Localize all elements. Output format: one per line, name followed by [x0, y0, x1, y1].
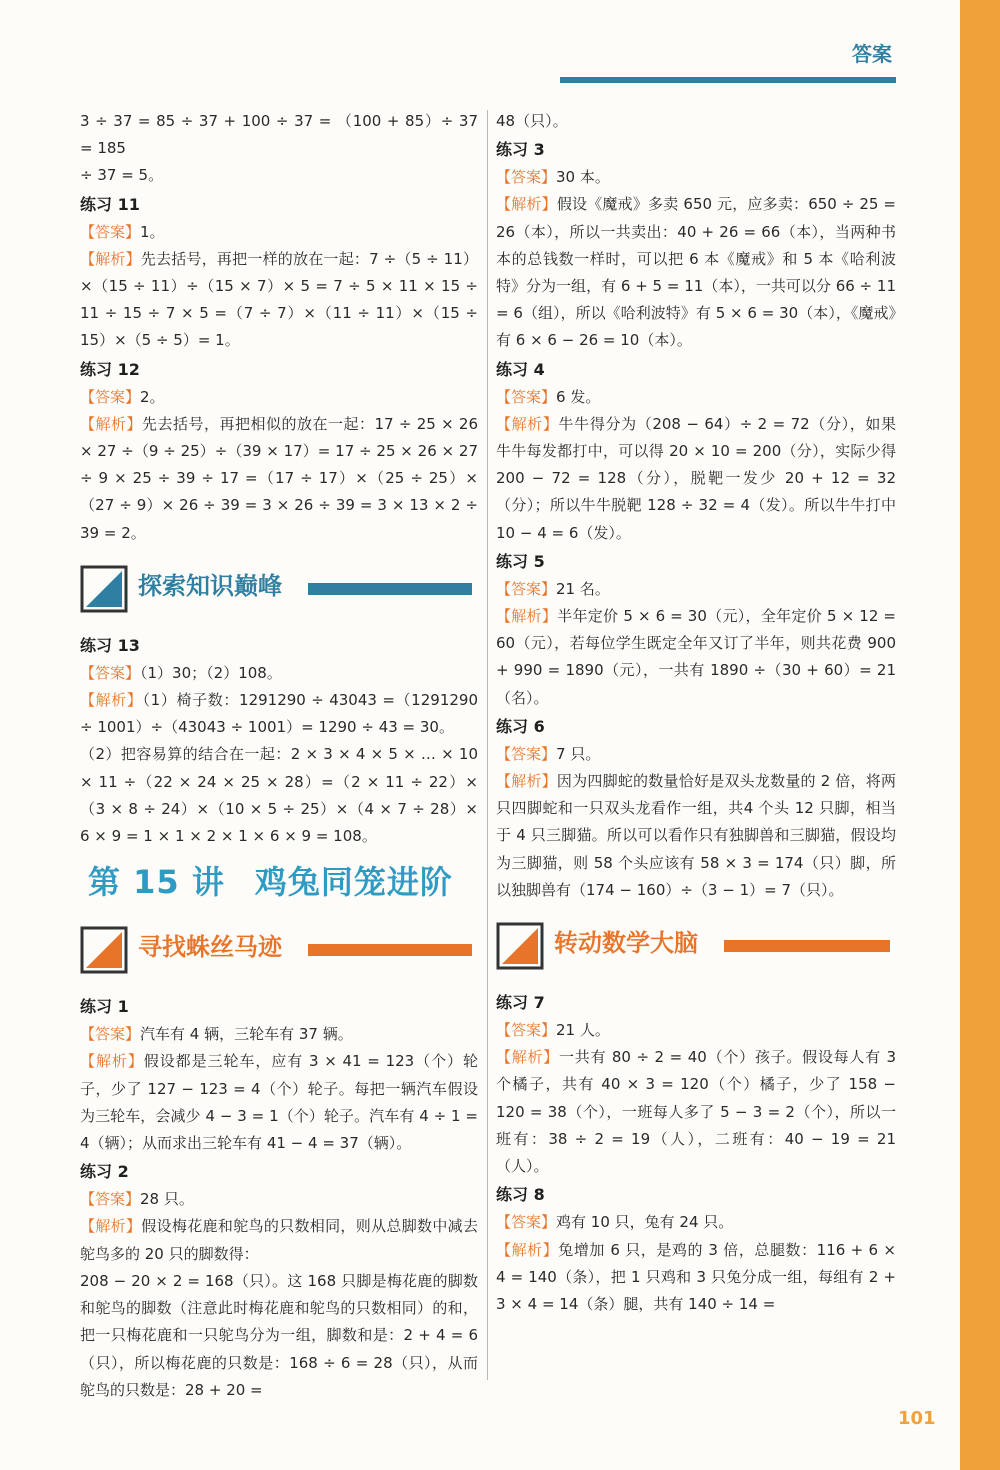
answer-line [496, 741, 896, 768]
analysis-text: 半年定价 5 × 6 = 30（元），全年定价 5 × 12 = 60（元），若每位学生既定全年又订了半年，则共花费 900 + 990 = 1890（元），一共有 1890 ÷（30 + 60）= 21（名）。 [496, 607, 896, 707]
answer-label: 【答案】 [496, 744, 557, 763]
answer-label: 【答案】 [80, 1025, 141, 1044]
exercise-title: 练习 11 [80, 194, 140, 214]
answer-line [496, 164, 896, 191]
right-column [496, 108, 896, 1318]
answer-label: 【答案】 [80, 1190, 141, 1209]
analysis-label: 【解析】 [496, 1240, 559, 1259]
side-color-strip [960, 0, 1000, 1470]
square-triangle-icon [80, 926, 128, 974]
answer-text: 汽车有 4 辆，三轮车有 37 辆。 [140, 1025, 353, 1044]
analysis-paragraph: （2）把容易算的结合在一起：2 × 3 × 4 × 5 × … × 10 × 11 ÷（22 × 24 × 25 × 28）=（2 × 11 ÷ 22）×（3 × 8 ÷ 24）×（10 × 5 ÷ 25）×（4 × 7 ÷ 28）× 6 × 9 = 1 × 1 × 2 × 1 × 6 × 9 = 108。 [80, 745, 478, 846]
chapter-heading [88, 856, 478, 908]
intro-line: 3 ÷ 37 = 85 ÷ 37 + 100 ÷ 37 = （100 + 85）÷ 37 = 185 [80, 112, 478, 158]
answer-text: 28 只。 [140, 1190, 194, 1209]
answer-line [496, 1209, 896, 1236]
answer-label: 【答案】 [80, 663, 141, 682]
answer-text: 鸡有 10 只，兔有 24 只。 [556, 1213, 734, 1232]
analysis-paragraph [80, 246, 478, 355]
intro-line: 48（只）。 [496, 112, 568, 130]
analysis-paragraph [80, 411, 478, 547]
analysis-text: 兔增加 6 只，是鸡的 3 倍，总腿数：116 + 6 × 4 = 140（条），把 1 只鸡和 3 只兔分成一组，每组有 2 + 3 × 4 = 14（条）腿，共有 140 ÷ 14 = [496, 1240, 896, 1313]
analysis-label: 【解析】 [496, 195, 557, 214]
exercise-title: 练习 1 [80, 997, 129, 1017]
banner-title: 探索知识巅峰 [138, 571, 282, 600]
column-divider [487, 110, 488, 1380]
analysis-text: （1）椅子数：1291290 ÷ 43043 =（1291290 ÷ 1001）÷（43043 ÷ 1001）= 1290 ÷ 43 = 30。 [80, 691, 478, 737]
analysis-paragraph [80, 1213, 478, 1267]
exercise-title: 练习 7 [496, 993, 545, 1013]
answer-text: 21 人。 [556, 1021, 610, 1040]
section-banner-brain [496, 910, 896, 980]
analysis-text: 假设都是三轮车，应有 3 × 41 = 123（个）轮子，少了 127 − 123 = 4（个）轮子。每把一辆汽车假设为三轮车，会减少 4 − 3 = 1（个）轮子。汽车有 4 ÷ 1 = 4（辆）；从而求出三轮车有 41 − 4 = 37（辆）。 [80, 1052, 478, 1153]
answer-line [80, 1021, 478, 1048]
answer-line [80, 660, 478, 687]
exercise-title: 练习 8 [496, 1185, 545, 1205]
analysis-label: 【解析】 [80, 1217, 142, 1236]
analysis-text: 因为四脚蛇的数量恰好是双头龙数量的 2 倍，将两只四脚蛇和一只双头龙看作一组，共4 个头 12 只脚，相当于 4 只三脚猫。所以可以看作只有独脚兽和三脚猫，假设均为三脚猫，则 58 个头应该有 58 × 3 = 174（只）脚，所以独脚兽有（174 − 160）÷（3 − 1）= 7（只）。 [496, 772, 896, 899]
banner-bar [308, 944, 472, 956]
banner-bar [724, 940, 890, 952]
exercise-title: 练习 12 [80, 359, 140, 379]
chapter-title: 鸡兔同笼进阶 [254, 863, 453, 902]
answer-label: 【答案】 [496, 1213, 557, 1232]
answer-text: 6 发。 [556, 387, 601, 406]
analysis-paragraph: 208 − 20 × 2 = 168（只）。这 168 只脚是梅花鹿的脚数和鸵鸟的脚数（注意此时梅花鹿和鸵鸟的只数相同）的和，把一只梅花鹿和一只鸵鸟分为一组，脚数和是：2 + 4 = 6（只），所以梅花鹿的只数是：168 ÷ 6 = 28（只），从而鸵鸟的只数是：28 + 20 = [80, 1271, 478, 1399]
analysis-text: 先去括号，再把相似的放在一起：17 ÷ 25 × 26 × 27 ÷（9 ÷ 25）÷（39 × 17）= 17 ÷ 25 × 26 × 27 ÷ 9 × 25 ÷ 39 ÷ 17 =（17 ÷ 17）×（25 ÷ 25）×（27 ÷ 9）× 26 ÷ 39 = 3 × 26 ÷ 39 = 3 × 13 × 2 ÷ 39 = 2。 [80, 414, 478, 542]
analysis-paragraph [496, 411, 896, 547]
analysis-label: 【解析】 [496, 772, 557, 791]
square-triangle-icon [496, 922, 544, 970]
exercise-title: 练习 4 [496, 359, 545, 379]
analysis-text: 假设梅花鹿和鸵鸟的只数相同，则从总脚数中减去鸵鸟多的 20 只的脚数得： [80, 1217, 478, 1263]
banner-title: 转动数学大脑 [554, 929, 698, 958]
answer-label: 【答案】 [496, 579, 557, 598]
exercise-title: 练习 2 [80, 1162, 129, 1182]
analysis-label: 【解析】 [80, 691, 143, 710]
exercise-title: 练习 3 [496, 140, 545, 160]
analysis-text: 先去括号，再把一样的放在一起：7 ÷（5 ÷ 11）×（15 ÷ 11）÷（15 × 7）× 5 = 7 ÷ 5 × 11 × 15 ÷ 11 ÷ 15 ÷ 7 × 5 =（7 ÷ 7）×（11 ÷ 11）×（15 ÷ 15）×（5 ÷ 5）= 1。 [80, 249, 478, 350]
answer-line [80, 384, 478, 411]
analysis-paragraph [496, 1237, 896, 1319]
analysis-label: 【解析】 [496, 1048, 560, 1067]
analysis-label: 【解析】 [496, 414, 559, 433]
answer-text: （1）30；（2）108。 [140, 663, 282, 682]
analysis-paragraph [80, 687, 478, 741]
answer-label: 【答案】 [496, 168, 557, 187]
analysis-paragraph [496, 1044, 896, 1180]
section-banner-clues [80, 914, 478, 984]
answer-line [496, 576, 896, 603]
analysis-label: 【解析】 [80, 414, 143, 433]
exercise-title: 练习 5 [496, 551, 545, 571]
answer-line [496, 384, 896, 411]
analysis-paragraph [496, 768, 896, 904]
banner-bar [308, 583, 472, 595]
analysis-label: 【解析】 [80, 1052, 144, 1071]
header-rule [560, 77, 896, 83]
page-number: 101 [898, 1408, 936, 1429]
answer-text: 21 名。 [556, 579, 610, 598]
answer-label: 【答案】 [80, 387, 141, 406]
section-banner-explore [80, 553, 478, 623]
analysis-text: 牛牛得分为（208 − 64）÷ 2 = 72（分），如果牛牛每发都打中，可以得 20 × 10 = 200（分），实际少得 200 − 72 = 128（分），脱靶一发少 20 + 12 = 32（分）；所以牛牛脱靶 128 ÷ 32 = 4（发）。所以牛牛打中 10 − 4 = 6（发）。 [496, 414, 896, 542]
exercise-title: 练习 13 [80, 635, 140, 655]
answer-text: 7 只。 [556, 744, 601, 763]
answer-line [80, 219, 478, 246]
intro-line: ÷ 37 = 5。 [80, 166, 164, 185]
answer-label: 【答案】 [80, 222, 141, 241]
exercise-title: 练习 6 [496, 716, 545, 736]
analysis-paragraph [496, 603, 896, 712]
analysis-paragraph [80, 1048, 478, 1157]
header-title: 答案 [852, 42, 892, 66]
answer-line [80, 1186, 478, 1213]
answer-text: 1。 [140, 222, 165, 241]
left-column [80, 108, 478, 1404]
analysis-label: 【解析】 [496, 607, 558, 626]
analysis-label: 【解析】 [80, 249, 141, 268]
answer-text: 30 本。 [556, 168, 610, 187]
square-triangle-icon [80, 565, 128, 613]
chapter-number: 第 15 讲 [88, 863, 225, 902]
answer-label: 【答案】 [496, 387, 557, 406]
answer-text: 2。 [140, 387, 165, 406]
answer-line [496, 1017, 896, 1044]
analysis-text: 假设《魔戒》多卖 650 元，应多卖：650 ÷ 25 = 26（本），所以一共卖出：40 + 26 = 66（本），当两种书本的总钱数一样时，可以把 6 本《魔戒》和 5 本《哈利波特》分为一组，有 6 + 5 = 11（本），一共可以分 66 ÷ 11 = 6（组），所以《哈利波特》有 5 × 6 = 30（本），《魔戒》有 6 × 6 − 26 = 10（本）。 [496, 195, 896, 350]
analysis-paragraph [496, 191, 896, 354]
analysis-text: 一共有 80 ÷ 2 = 40（个）孩子。假设每人有 3 个橘子，共有 40 × 3 = 120（个）橘子，少了 158 − 120 = 38（个），一班每人多了 5 − 3 = 2（个），所以一班有：38 ÷ 2 = 19（人），二班有：40 − 19 = 21（人）。 [496, 1048, 896, 1176]
banner-title: 寻找蛛丝马迹 [138, 933, 282, 962]
answer-label: 【答案】 [496, 1021, 557, 1040]
